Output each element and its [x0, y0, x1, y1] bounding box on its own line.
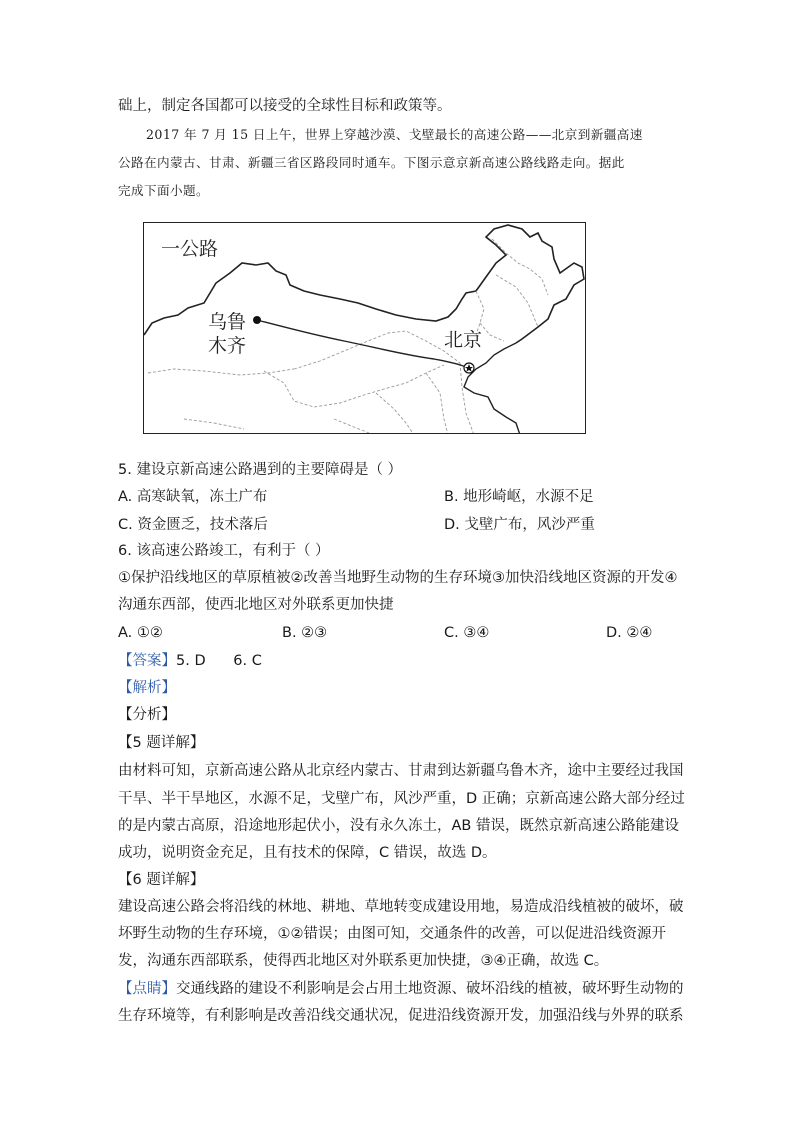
q5-detail-line-2: 干旱、半干旱地区，水源不足，戈壁广布，风沙严重，D 正确；京新高速公路大部分经过: [118, 791, 685, 807]
q5-option-d: D. 戈壁广布，风沙严重: [444, 517, 595, 533]
intro-line-0: 础上，制定各国都可以接受的全球性目标和政策等。: [118, 98, 452, 114]
intro-line-1: 2017 年 7 月 15 日上午，世界上穿越沙漠、戈壁最长的高速公路——北京到新疆高速: [146, 127, 643, 142]
answer-text: 5. D 6. C: [176, 653, 262, 669]
dianjing-line-1: [118, 979, 684, 999]
route-map: [143, 222, 586, 434]
q6-option-d: D. ②④: [606, 625, 653, 641]
q6-line-2: 沟通东西部，使西北地区对外联系更加快捷: [118, 597, 394, 613]
intro-line-2: 公路在内蒙古、甘肃、新疆三省区路段同时通车。下图示意京新高速公路线路走向。据此: [118, 155, 625, 170]
label-urumqi-line2: 木齐: [208, 335, 247, 357]
q6-option-c: C. ③④: [444, 625, 490, 641]
q6-detail-title: 【6 题详解】: [118, 872, 205, 888]
q5-option-a: A. 高寒缺氧，冻土广布: [118, 489, 268, 505]
coastline: [464, 343, 520, 434]
intro-line-3: 完成下面小题。: [118, 183, 209, 198]
q6-detail-line-2: 坏野生动物的生存环境，①②错误；由图可知，交通条件的改善，可以促进沿线资源开: [118, 926, 666, 942]
q6-option-b: B. ②③: [282, 625, 328, 641]
label-beijing: 北京: [444, 329, 483, 351]
dianjing-text-1: 交通线路的建设不利影响是会占用土地资源、破坏沿线的植被，破坏野生动物的: [176, 981, 684, 997]
map-legend: 一公路: [161, 238, 219, 260]
q5-detail-line-3: 的是内蒙古高原，沿途地形起伏小，没有永久冻土，AB 错误，既然京新高速公路能建设: [118, 818, 679, 834]
q6-line-1: ①保护沿线地区的草原植被②改善当地野生动物的生存环境③加快沿线地区资源的开发④: [118, 570, 678, 586]
q6-detail-line-1: 建设高速公路会将沿线的林地、耕地、草地转变成建设用地，易造成沿线植被的破坏，破: [118, 899, 684, 915]
label-urumqi-line1: 乌鲁: [208, 311, 247, 333]
q6-detail-line-3: 发，沟通东西部联系，使得西北地区对外联系更加快捷，③④正确，故选 C。: [118, 953, 609, 969]
q5-detail-title: 【5 题详解】: [118, 735, 205, 751]
q5-detail-line-4: 成功，说明资金充足，且有技术的保障，C 错误，故选 D。: [118, 845, 497, 861]
q5-stem: 5. 建设京新高速公路遇到的主要障碍是（ ）: [118, 462, 403, 478]
urumqi-dot: [253, 316, 261, 324]
answer-line: [118, 651, 262, 671]
dianjing-line-2: 生存环境等，有利影响是改善沿线交通状况，促进沿线资源开发，加强沿线与外界的联系: [118, 1008, 684, 1024]
beijing-star-icon: [464, 363, 474, 373]
q5-option-b: B. 地形崎岖，水源不足: [444, 489, 594, 505]
fenxi-heading: 【分析】: [118, 707, 176, 723]
answer-label: 【答案】: [118, 653, 176, 669]
q6-option-a: A. ①②: [118, 625, 163, 641]
jiexi-heading: 【解析】: [118, 680, 176, 696]
q5-detail-line-1: 由材料可知，京新高速公路从北京经内蒙古、甘肃到达新疆乌鲁木齐，途中主要经过我国: [118, 763, 684, 779]
dianjing-label: 【点睛】: [118, 981, 176, 997]
q6-stem: 6. 该高速公路竣工，有利于（ ）: [118, 543, 330, 559]
q5-option-c: C. 资金匮乏，技术落后: [118, 517, 268, 533]
